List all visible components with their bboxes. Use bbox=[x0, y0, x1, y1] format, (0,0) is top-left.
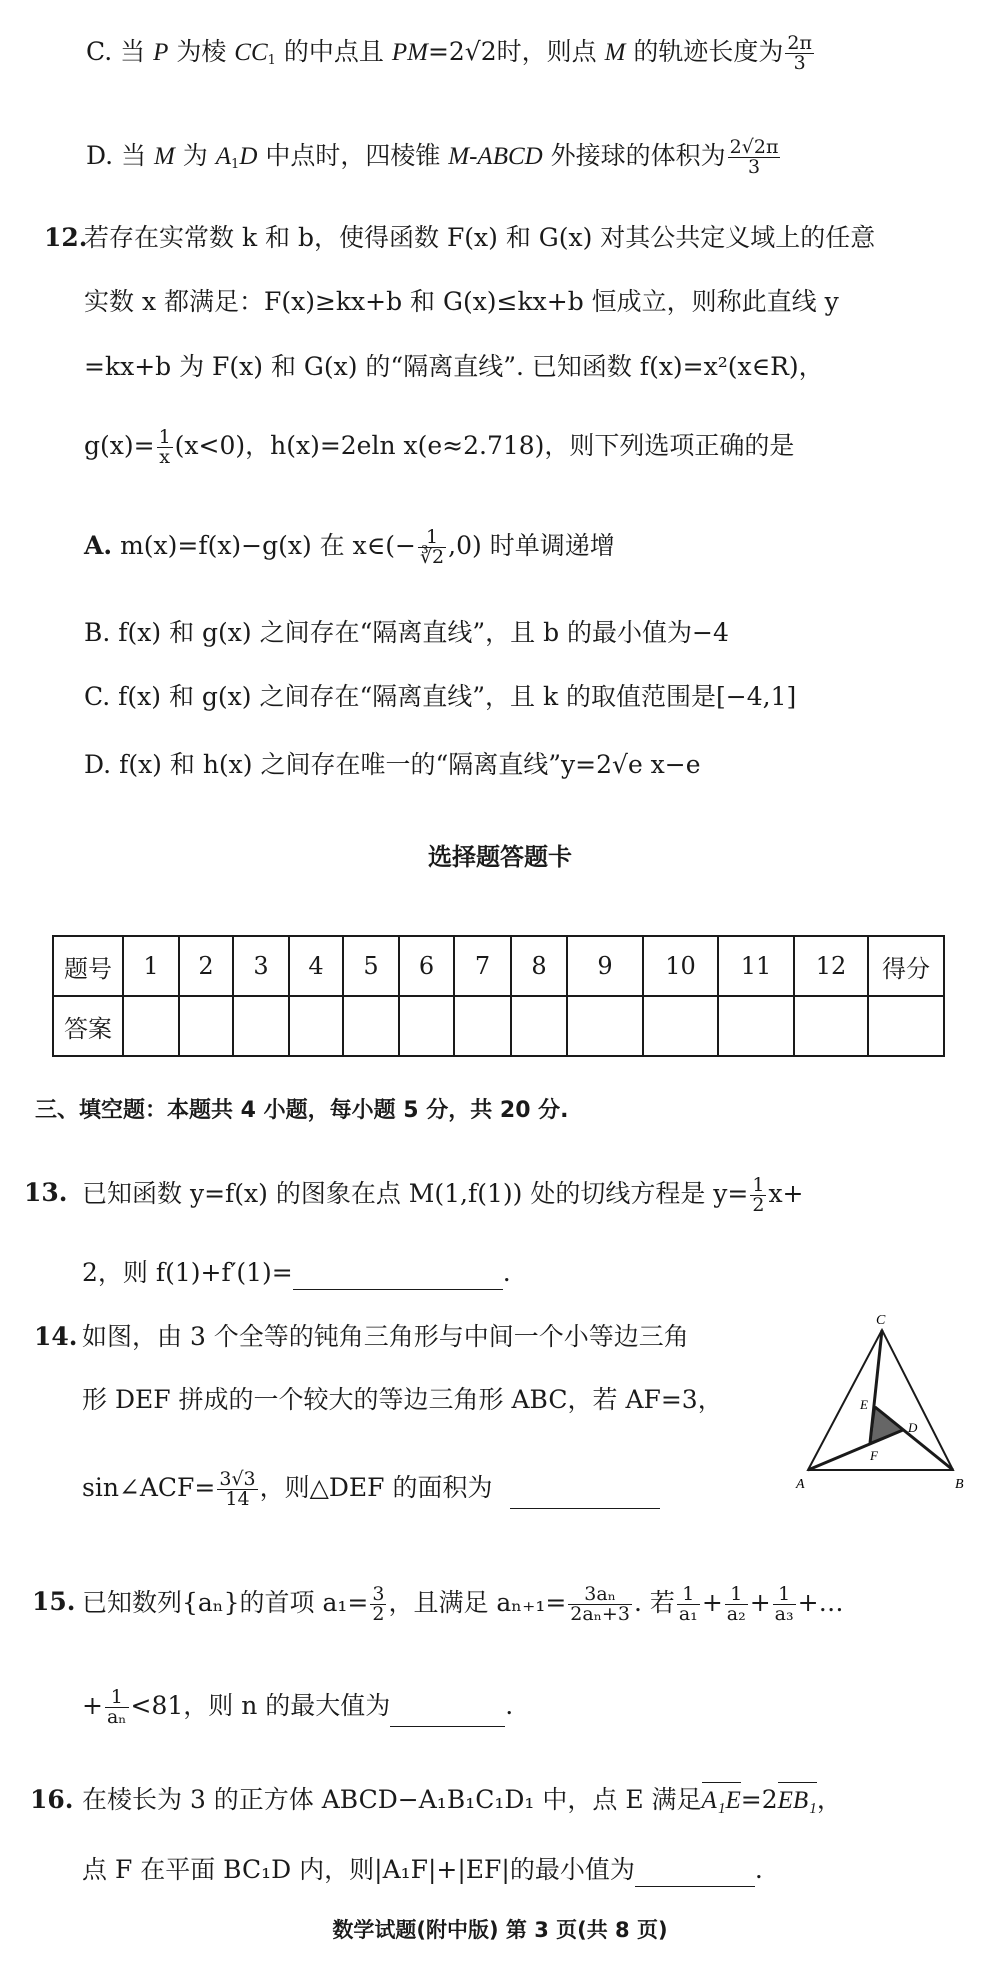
q13-line-2 bbox=[82, 1256, 511, 1290]
fraction bbox=[773, 1585, 796, 1624]
text: 已知函数 y=f(x) 的图象在点 M(1,f(1)) 处的切线方程是 y= bbox=[82, 1179, 749, 1208]
math-var: PM bbox=[391, 39, 428, 66]
option-label: D. bbox=[84, 750, 112, 779]
answer-cell-6[interactable] bbox=[399, 996, 454, 1056]
text: x+ bbox=[768, 1179, 804, 1208]
math-var: D bbox=[239, 143, 258, 170]
subscript: 1 bbox=[267, 53, 276, 68]
column-score: 得分 bbox=[868, 936, 944, 996]
q12-line-1: 若存在实常数 k 和 b，使得函数 F(x) 和 G(x) 对其公共定义域上的任意 bbox=[84, 223, 876, 252]
fraction-numerator: 3 bbox=[372, 1583, 385, 1605]
q13-number: 13. bbox=[24, 1178, 68, 1207]
fraction-denominator: 3 bbox=[793, 52, 806, 74]
fraction-denominator: x bbox=[159, 446, 170, 468]
option-label: C. bbox=[86, 37, 113, 66]
text: sin∠ACF= bbox=[82, 1473, 216, 1502]
fraction-numerator: 1 bbox=[105, 1688, 129, 1708]
q14-line-3 bbox=[82, 1470, 660, 1509]
fraction-denominator: 2 bbox=[372, 1603, 385, 1625]
fraction-denominator: 2 bbox=[752, 1194, 765, 1216]
option-text: f(x) 和 g(x) 之间存在“隔离直线”，且 b 的最小值为−4 bbox=[118, 618, 729, 647]
q12-option-d bbox=[84, 748, 701, 782]
q12-number: 12. bbox=[44, 223, 88, 252]
fraction bbox=[157, 428, 173, 467]
answer-blank[interactable] bbox=[510, 1486, 660, 1509]
q11-option-d bbox=[86, 138, 782, 182]
label-b: B bbox=[955, 1477, 964, 1492]
fraction-numerator: 1 bbox=[158, 426, 171, 448]
label-a: A bbox=[796, 1477, 805, 1492]
q12-line-2: 实数 x 都满足：F(x)≥kx+b 和 G(x)≤kx+b 恒成立，则称此直线 y bbox=[84, 287, 839, 316]
page-footer: 数学试题(附中版) 第 3 页(共 8 页) bbox=[332, 1918, 668, 1942]
fraction-denominator: a₃ bbox=[774, 1603, 794, 1625]
fraction bbox=[677, 1585, 700, 1624]
text: 在棱长为 3 的正方体 ABCD−A₁B₁C₁D₁ 中，点 E 满足 bbox=[82, 1785, 702, 1814]
answer-cell-7[interactable] bbox=[454, 996, 511, 1056]
vector-eb1: EB₁ bbox=[778, 1784, 817, 1818]
label-c: C bbox=[876, 1313, 886, 1328]
answer-card-table bbox=[52, 935, 945, 1057]
text: 的中点且 bbox=[275, 37, 392, 66]
answer-cell-5[interactable] bbox=[343, 996, 399, 1056]
q12-option-b bbox=[84, 616, 729, 650]
answer-cell-1[interactable] bbox=[123, 996, 179, 1056]
column-5: 5 bbox=[343, 936, 399, 996]
column-9: 9 bbox=[567, 936, 643, 996]
fraction bbox=[568, 1585, 632, 1624]
answer-blank[interactable] bbox=[635, 1864, 755, 1887]
text: 当 bbox=[120, 37, 154, 66]
triangle-figure bbox=[790, 1310, 980, 1495]
text: ， bbox=[816, 1785, 842, 1814]
text: (x<0)，h(x)=2eln x(e≈2.718)，则下列选项正确的是 bbox=[174, 431, 795, 460]
text: 的轨迹长度为 bbox=[625, 37, 784, 66]
fraction-denominator: 14 bbox=[225, 1488, 250, 1510]
fraction-denominator: 2aₙ+3 bbox=[570, 1603, 630, 1625]
column-2: 2 bbox=[179, 936, 233, 996]
column-7: 7 bbox=[454, 936, 511, 996]
fraction-denominator: a₂ bbox=[726, 1603, 746, 1625]
fraction-denominator: a₁ bbox=[678, 1603, 698, 1625]
column-12: 12 bbox=[794, 936, 868, 996]
answer-cell-12[interactable] bbox=[794, 996, 868, 1056]
answer-blank[interactable] bbox=[390, 1704, 505, 1727]
fraction bbox=[728, 138, 781, 177]
answer-cell-3[interactable] bbox=[233, 996, 289, 1056]
fraction bbox=[217, 1470, 257, 1509]
option-label: D. bbox=[86, 141, 114, 170]
question-number-row bbox=[53, 936, 944, 996]
subscript: 1 bbox=[231, 157, 240, 172]
q14-line-2: 形 DEF 拼成的一个较大的等边三角形 ABC，若 AF=3， bbox=[82, 1385, 723, 1414]
text: . bbox=[754, 1855, 763, 1884]
text: 为 bbox=[174, 141, 216, 170]
text: 点 F 在平面 BC₁D 内，则|A₁F|+|EF|的最小值为 bbox=[82, 1855, 635, 1884]
fraction-numerator: 1 bbox=[773, 1585, 796, 1605]
text: . 若 bbox=[633, 1588, 675, 1617]
q12-option-c bbox=[84, 680, 796, 714]
option-label: C. bbox=[84, 682, 111, 711]
q12-line-3: =kx+b 为 F(x) 和 G(x) 的“隔离直线”. 已知函数 f(x)=x²(x∈R)， bbox=[84, 352, 824, 381]
label-e: E bbox=[860, 1397, 868, 1412]
option-text: f(x) 和 h(x) 之间存在唯一的“隔离直线”y=2√e x−e bbox=[119, 750, 701, 779]
label-f: F bbox=[870, 1448, 878, 1463]
q14-number: 14. bbox=[34, 1322, 78, 1351]
math-var: CC bbox=[234, 39, 268, 66]
q14-line-1: 如图，由 3 个全等的钝角三角形与中间一个小等边三角 bbox=[82, 1322, 689, 1351]
answer-cell-4[interactable] bbox=[289, 996, 343, 1056]
text: =2 bbox=[740, 1785, 778, 1814]
fraction bbox=[785, 34, 814, 73]
text: 中点时，四棱锥 bbox=[257, 141, 449, 170]
fraction-denominator: 3 bbox=[748, 156, 761, 178]
q15-line-1: 已知数列{aₙ}的首项 a₁= $\frac{3}{2}$ ，且满足 aₙ₊₁= $\frac{\text{3aₙ}}{\text{2aₙ+3}}$ . 若 $\frac{1}{\text{a₁}}$ + $\frac{1}{\text{a₂}}$ + $\frac{1}{\text{a₃}}$ +… bbox=[82, 1583, 844, 1625]
fraction bbox=[370, 1585, 386, 1624]
math-var: M bbox=[154, 143, 175, 170]
column-1: 1 bbox=[123, 936, 179, 996]
row-header-question-number: 题号 bbox=[53, 936, 123, 996]
answer-cell-10[interactable] bbox=[643, 996, 718, 1056]
math-var: M-ABCD bbox=[448, 143, 543, 170]
answer-cell-9[interactable] bbox=[567, 996, 643, 1056]
text: g(x)= bbox=[84, 431, 155, 460]
text: 2，则 f(1)+f′(1)= bbox=[82, 1258, 293, 1287]
fraction-denominator: aₙ bbox=[106, 1706, 127, 1728]
fraction bbox=[750, 1176, 766, 1215]
fraction-numerator: 1 bbox=[677, 1585, 700, 1605]
option-label: A. bbox=[84, 531, 113, 560]
q16-line-1 bbox=[82, 1783, 842, 1818]
text: m(x)=f(x)−g(x) 在 x∈(− bbox=[120, 531, 416, 560]
fraction-numerator: 1 bbox=[418, 528, 446, 548]
option-label: B. bbox=[84, 618, 111, 647]
row-header-answer: 答案 bbox=[53, 996, 123, 1056]
text: ，且满足 aₙ₊₁= bbox=[388, 1588, 567, 1617]
text: <81，则 n 的最大值为 bbox=[130, 1691, 391, 1720]
text: 为棱 bbox=[168, 37, 235, 66]
fraction bbox=[418, 528, 446, 567]
score-cell[interactable] bbox=[868, 996, 944, 1056]
text: +… bbox=[797, 1588, 844, 1617]
text: =2√2时，则点 bbox=[427, 37, 605, 66]
text: ，则△DEF 的面积为 bbox=[259, 1473, 493, 1502]
vector-a1e: A₁E bbox=[702, 1784, 741, 1818]
fraction bbox=[105, 1688, 129, 1727]
text: 外接球的体积为 bbox=[542, 141, 726, 170]
answer-card-title: 选择题答题卡 bbox=[428, 843, 572, 871]
math-var: P bbox=[153, 39, 169, 66]
fraction-numerator: 2√2π bbox=[729, 136, 779, 158]
fraction bbox=[725, 1585, 748, 1624]
q13-line-1 bbox=[82, 1176, 804, 1215]
column-10: 10 bbox=[643, 936, 718, 996]
fraction-numerator: 3√3 bbox=[219, 1468, 256, 1490]
text: . bbox=[505, 1691, 514, 1720]
text: ,0) 时单调递增 bbox=[448, 531, 615, 560]
answer-cell-8[interactable] bbox=[511, 996, 567, 1056]
q12-option-a bbox=[84, 528, 615, 567]
column-8: 8 bbox=[511, 936, 567, 996]
fraction-numerator: 1 bbox=[725, 1585, 748, 1605]
answer-row bbox=[53, 996, 944, 1056]
column-11: 11 bbox=[718, 936, 794, 996]
text: . bbox=[502, 1258, 511, 1287]
text: 已知数列{aₙ}的首项 a₁= bbox=[82, 1588, 369, 1617]
fraction-denominator: ∛2 bbox=[419, 546, 445, 568]
q12-line-4 bbox=[84, 428, 794, 467]
math-var: A bbox=[215, 143, 232, 170]
math-var: M bbox=[604, 39, 626, 66]
text: 当 bbox=[121, 141, 155, 170]
fraction-numerator: 2π bbox=[787, 32, 812, 54]
answer-cell-11[interactable] bbox=[718, 996, 794, 1056]
q15-number: 15. bbox=[32, 1587, 76, 1616]
q16-line-2 bbox=[82, 1853, 763, 1887]
q16-number: 16. bbox=[30, 1785, 74, 1814]
answer-cell-2[interactable] bbox=[179, 996, 233, 1056]
fraction-numerator: 3aₙ bbox=[568, 1585, 632, 1605]
option-text: f(x) 和 g(x) 之间存在“隔离直线”，且 k 的取值范围是[−4,1] bbox=[118, 682, 797, 711]
fraction-numerator: 1 bbox=[752, 1174, 765, 1196]
answer-blank[interactable] bbox=[293, 1267, 503, 1290]
q15-line-2 bbox=[82, 1688, 513, 1727]
text: + bbox=[82, 1691, 103, 1720]
label-d: D bbox=[908, 1420, 918, 1435]
column-6: 6 bbox=[399, 936, 454, 996]
section-3-title: 三、填空题：本题共 4 小题，每小题 5 分，共 20 分. bbox=[35, 1098, 569, 1123]
q11-option-c bbox=[86, 34, 816, 78]
column-4: 4 bbox=[289, 936, 343, 996]
column-3: 3 bbox=[233, 936, 289, 996]
